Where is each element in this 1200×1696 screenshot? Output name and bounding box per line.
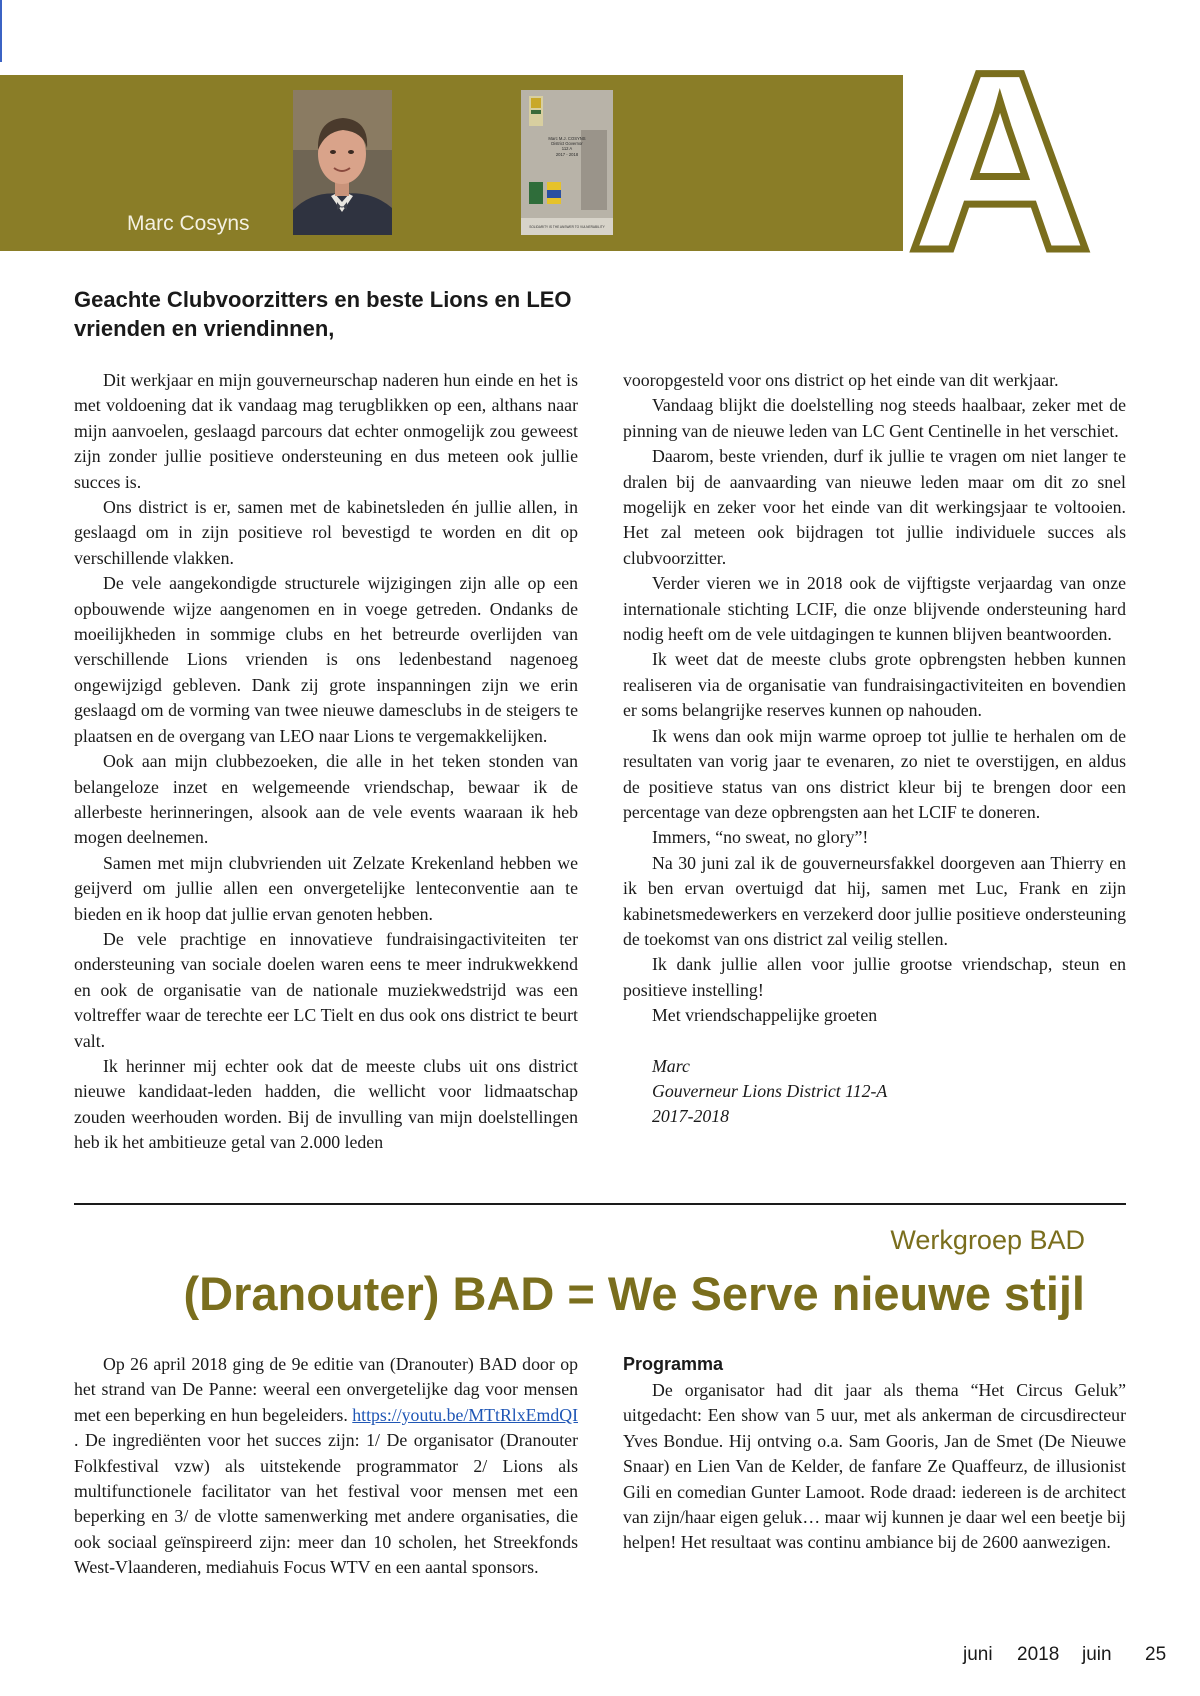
- letter-paragraph: Ik wens dan ook mijn warme oproep tot jullie te herhalen om de resultaten van vorig jaar te evenaren, zo niet te overstijgen, en aldus de positieve status van ons district kleur bij te brengen door een percentage van deze opbrengsten aan het LCIF te doneren.: [623, 725, 1126, 822]
- author-photo: [293, 90, 392, 235]
- section-divider: [74, 1203, 1126, 1205]
- letter-paragraph: Ik herinner mij echter ook dat de meeste clubs uit ons district nieuwe kandidaat-leden hadden, die wellicht voor lidmaatschap zouden weerhouden worden. Bij de invulling van mijn doelstellingen heb ik het ambitieuze getal van 2.000 leden: [74, 1055, 578, 1153]
- book-cover-art: [521, 90, 613, 235]
- letter-paragraph: Na 30 juni zal ik de gouverneursfakkel doorgeven aan Thierry en ik ben ervan overtuigd dat hij, samen met Luc, Frank en zijn kabinetsmedewerkers en verzekerd door jullie positieve ondersteuning de toekomst van ons district zal veilig stellen.: [623, 852, 1126, 949]
- article-kicker: Werkgroep BAD: [890, 1225, 1085, 1255]
- footer-year: 2018: [1017, 1644, 1060, 1665]
- letter-paragraph: Ik dank jullie allen voor jullie grootse vriendschap, steun en positieve instelling!: [623, 954, 1126, 1000]
- letter-paragraph: De vele prachtige en innovatieve fundraisingactiviteiten ter ondersteuning van sociale doelen waren eens te meer indrukwekkend en ook de organisatie van de nationale muziekwedstrijd was een voltreffer waar de terechte eer LC Tielt en dus ook ons district te beurt valt.: [74, 928, 578, 1051]
- article-text-intro: Op 26 april 2018 ging de 9e editie van (Dranouter) BAD door op het strand van De Panne: weeral een onvergetelijke dag voor mensen met een beperking en hun begeleiders.: [74, 1354, 578, 1425]
- portrait-image: [293, 90, 392, 235]
- letter-paragraph: Immers, “no sweat, no glory”!: [652, 827, 869, 848]
- letter-paragraph: Daarom, beste vrienden, durf ik jullie te vragen om niet langer te dralen bij de aanvaarding van nieuwe leden maar om dit zo snel mogelijk en zeker voor het einde van dit werkingsjaar te voltooien. Het zal meteen ook bijdragen tot jullie individuele succes als clubvoorzitter.: [623, 446, 1126, 568]
- youtube-link[interactable]: https://youtu.be/MTtRlxEmdQI: [352, 1404, 578, 1425]
- letter-greeting: Geachte Clubvoorzitters en beste Lions en LEO vrienden en vriendinnen,: [74, 287, 572, 341]
- article-text-ingredients: . De ingrediënten voor het succes zijn: 1/ De organisator (Dranouter Folkfestival vzw) als uitstekende programmator 2/ Lions als multifunctionele facilitator van het festival voor mensen met een beperking en 3/ de vlotte samenwerking met andere organisaties, die ook sociaal geïnspireerd zijn: meer dan 10 scholen, het Streekfonds West-Vlaanderen, mediahuis Focus WTV en een aantal sponsors.: [74, 1430, 578, 1578]
- letter-paragraph: Verder vieren we in 2018 ook de vijftigste verjaardag van onze internationale stichting LCIF, die onze blijvende ondersteuning hard nodig heeft om de vele uitdagingen te kunnen blijven beantwoorden.: [623, 573, 1126, 645]
- article-column-left: [74, 1352, 578, 1581]
- letter-paragraph: Dit werkjaar en mijn gouverneurschap naderen hun einde en het is met voldoening dat ik vandaag mag terugblikken op een, althans naar mijn aanvoelen, geslaagd parcours dat echter onmogelijk zou geweest zijn zonder jullie positieve ondersteuning en dus meteen ook jullie succes is.: [74, 370, 578, 492]
- letter-closing: Met vriendschappelijke groeten: [652, 1005, 878, 1026]
- article-column-right: [623, 1352, 1126, 1556]
- book-cover: [521, 90, 613, 235]
- article-headline: (Dranouter) BAD = We Serve nieuwe stijl: [183, 1267, 1085, 1320]
- letter-paragraph: De vele aangekondigde structurele wijzigingen zijn alle op een opbouwende wijze aangenomen en in voege getreden. Ondanks de moeilijkheden in sommige clubs en het betreurde overlijden van verschillende Lions vrienden is ons ledenbestand nagenoeg ongewijzigd gebleven. Dank zij grote inspanningen zijn we erin geslaagd om de vorming van twee nieuwe damesclubs in de steigers te plaatsen en de overgang van LEO naar Lions te vergemakkelijken.: [74, 573, 578, 746]
- letter-column-right: [623, 368, 1126, 1130]
- letter-paragraph: Vandaag blijkt die doelstelling nog steeds haalbaar, zeker met de pinning van de nieuwe leden van LC Gent Centinelle in het verschiet.: [623, 395, 1126, 441]
- signature-spacer: [623, 1029, 1126, 1054]
- letter-paragraph: Samen met mijn clubvrienden uit Zelzate Krekenland hebben we geijverd om jullie allen een onvergetelijke lenteconventie aan te bieden en ik hoop dat jullie ervan genoten hebben.: [74, 852, 578, 924]
- letter-continuation: vooropgesteld voor ons district op het einde van dit werkjaar.: [623, 370, 1059, 390]
- section-letter-text: A: [907, 70, 1093, 255]
- page-number: 25: [1145, 1644, 1167, 1665]
- footer-month-fr: juin: [1082, 1644, 1112, 1665]
- author-name: Marc Cosyns: [127, 212, 250, 235]
- program-paragraph: De organisator had dit jaar als thema “Het Circus Geluk” uitgedacht: Een show van 5 uur, met als ankerman de circusdirecteur Yves Bondue. Hij ontving o.a. Sam Gooris, Jan de Smet (De Nieuwe Snaar) en Lien Van de Kelder, de fanfare Ze Quaffeurz, de illusionist Gili en comedian Gunter Lamoot. Rode draad: iedereen is de architect van zijn/haar eigen geluk… maar wij kunnen je daar wel een beetje bij helpen! Het resultaat was continu ambiance bij de 2600 aanwezigen.: [623, 1380, 1126, 1553]
- program-heading: Programma: [623, 1354, 724, 1374]
- letter-paragraph: Ik weet dat de meeste clubs grote opbrengsten hebben kunnen realiseren via de organisatie van fundraisingactiviteiten en bovendien er soms belangrijke reserves kunnen op nahouden.: [623, 649, 1126, 721]
- book-cover-footer: SOLIDARITY IS THE ANSWER TO VULNERABILITY: [529, 225, 605, 229]
- signature-name: Marc: [652, 1055, 690, 1076]
- page-edge-line: [0, 0, 2, 62]
- footer-month-nl: juni: [963, 1644, 993, 1665]
- section-letter-a: [900, 70, 1100, 255]
- letter-paragraph: Ook aan mijn clubbezoeken, die alle in het teken stonden van belangeloze inzet en welgemeende vriendschap, bewaar ik de allerbeste herinneringen, alsook aan de vele events waaraan ik heb mogen deelnemen.: [74, 751, 578, 848]
- article-paragraph: [74, 1352, 578, 1581]
- signature-role: Gouverneur Lions District 112-A: [652, 1080, 888, 1101]
- letter-column-left: [74, 368, 578, 1156]
- book-cover-title: Marc M.J. COSYNS District Governor 112 A 2017 - 2018: [548, 136, 586, 157]
- letter-paragraph: Ons district is er, samen met de kabinetsleden én jullie allen, in geslaagd om in zijn positieve rol bevestigd te worden en dit op verschillende vlakken.: [74, 497, 578, 568]
- signature-years: 2017-2018: [652, 1106, 730, 1127]
